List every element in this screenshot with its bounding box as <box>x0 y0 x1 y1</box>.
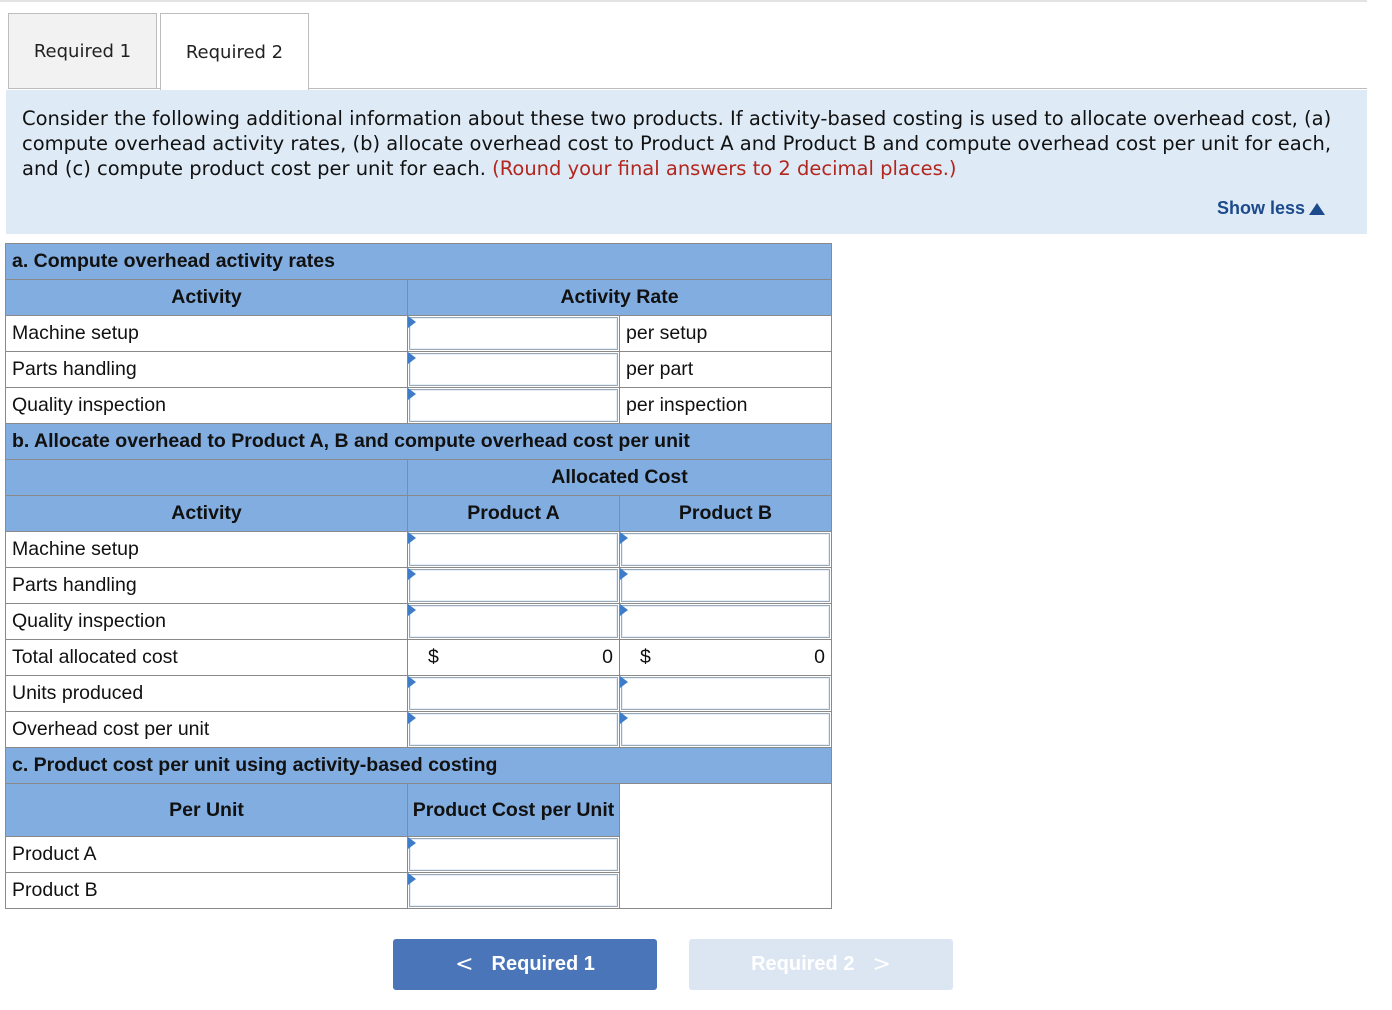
product-cost-input-a[interactable] <box>408 837 620 873</box>
alloc-label-machine-setup: Machine setup <box>6 532 408 568</box>
chevron-right-icon: > <box>872 952 891 977</box>
units-produced-label: Units produced <box>6 676 408 712</box>
input-flag-icon <box>408 568 416 580</box>
total-allocated-a <box>408 640 620 676</box>
input-flag-icon <box>620 532 628 544</box>
input-flag-icon <box>408 837 416 849</box>
alloc-input-b-machine-setup[interactable] <box>620 532 832 568</box>
overhead-per-unit-label: Overhead cost per unit <box>6 712 408 748</box>
input-box[interactable] <box>409 353 618 386</box>
units-input-a[interactable] <box>408 676 620 712</box>
rate-input-quality-inspection[interactable] <box>408 388 620 424</box>
section-a-col-rate: Activity Rate <box>408 280 832 316</box>
alloc-label-parts-handling: Parts handling <box>6 568 408 604</box>
input-box[interactable] <box>409 389 618 422</box>
input-box[interactable] <box>621 569 830 602</box>
triangle-up-icon <box>1309 203 1325 215</box>
input-box[interactable] <box>621 677 830 710</box>
section-b-col-product-a: Product A <box>408 496 620 532</box>
input-flag-icon <box>408 388 416 400</box>
rate-label-parts-handling: Parts handling <box>6 352 408 388</box>
prev-required-1-button[interactable] <box>393 939 657 990</box>
table-row <box>6 676 832 712</box>
product-a-label: Product A <box>6 837 408 873</box>
chevron-left-icon: < <box>455 952 474 977</box>
total-allocated-a-value <box>408 641 619 675</box>
input-box[interactable] <box>409 317 618 350</box>
table-row <box>6 352 832 388</box>
tab-required-1[interactable]: Required 1 <box>8 13 157 88</box>
input-flag-icon <box>620 712 628 724</box>
alloc-input-b-parts-handling[interactable] <box>620 568 832 604</box>
input-flag-icon <box>620 676 628 688</box>
input-flag-icon <box>408 316 416 328</box>
input-flag-icon <box>408 352 416 364</box>
section-c-col-per-unit: Per Unit <box>6 784 408 837</box>
section-c-title: c. Product cost per unit using activity-based costing <box>6 748 832 784</box>
input-box[interactable] <box>409 605 618 638</box>
next-required-2-button[interactable] <box>689 939 953 990</box>
units-input-b[interactable] <box>620 676 832 712</box>
table-row <box>6 388 832 424</box>
alloc-input-a-machine-setup[interactable] <box>408 532 620 568</box>
total-b-amount: 0 <box>814 646 825 668</box>
section-b-col-product-b: Product B <box>620 496 832 532</box>
input-box[interactable] <box>409 533 618 566</box>
input-flag-icon <box>408 604 416 616</box>
input-box[interactable] <box>621 533 830 566</box>
input-box[interactable] <box>621 713 830 746</box>
rate-unit-quality-inspection: per inspection <box>620 388 832 424</box>
input-box[interactable] <box>621 605 830 638</box>
input-box[interactable] <box>409 569 618 602</box>
instructions-paragraph <box>22 106 1352 181</box>
input-box[interactable] <box>409 713 618 746</box>
section-c-col-product-cost: Product Cost per Unit <box>408 784 620 837</box>
input-box[interactable] <box>409 677 618 710</box>
section-a-title: a. Compute overhead activity rates <box>6 244 832 280</box>
overhead-per-unit-input-b[interactable] <box>620 712 832 748</box>
worksheet-table <box>5 243 832 909</box>
input-flag-icon <box>620 568 628 580</box>
input-box[interactable] <box>409 874 618 907</box>
table-row <box>6 568 832 604</box>
alloc-input-b-quality-inspection[interactable] <box>620 604 832 640</box>
currency-symbol: $ <box>428 646 439 668</box>
show-less-label: Show less <box>1216 198 1305 218</box>
instructions-panel <box>6 90 1367 234</box>
input-flag-icon <box>408 676 416 688</box>
total-allocated-label: Total allocated cost <box>6 640 408 676</box>
top-divider <box>0 0 1367 2</box>
table-row <box>6 604 832 640</box>
section-b-header-blank <box>6 460 408 496</box>
rate-label-quality-inspection: Quality inspection <box>6 388 408 424</box>
rounding-note: (Round your final answers to 2 decimal places.) <box>492 157 957 180</box>
rate-unit-machine-setup: per setup <box>620 316 832 352</box>
table-row <box>6 640 832 676</box>
alloc-input-a-quality-inspection[interactable] <box>408 604 620 640</box>
section-a-col-activity: Activity <box>6 280 408 316</box>
next-button-label: Required 2 <box>751 953 855 975</box>
total-allocated-b-value <box>620 641 831 675</box>
table-row <box>6 712 832 748</box>
currency-symbol: $ <box>640 646 651 668</box>
section-b-title: b. Allocate overhead to Product A, B and compute overhead cost per unit <box>6 424 832 460</box>
show-less-link[interactable] <box>1217 198 1325 219</box>
rate-input-machine-setup[interactable] <box>408 316 620 352</box>
input-flag-icon <box>620 604 628 616</box>
allocated-cost-header: Allocated Cost <box>408 460 832 496</box>
input-flag-icon <box>408 532 416 544</box>
total-allocated-b <box>620 640 832 676</box>
product-cost-input-b[interactable] <box>408 873 620 909</box>
worksheet <box>5 243 831 909</box>
tab-bar <box>8 13 1367 89</box>
section-c-blank <box>620 784 832 909</box>
prev-button-label: Required 1 <box>491 953 595 975</box>
rate-input-parts-handling[interactable] <box>408 352 620 388</box>
tab-required-2[interactable]: Required 2 <box>160 13 309 90</box>
rate-label-machine-setup: Machine setup <box>6 316 408 352</box>
table-row <box>6 316 832 352</box>
table-row <box>6 532 832 568</box>
input-box[interactable] <box>409 838 618 871</box>
alloc-label-quality-inspection: Quality inspection <box>6 604 408 640</box>
total-a-amount: 0 <box>602 646 613 668</box>
instructions-text: Consider the following additional information about these two products. If activity-based costing is used to allocate overhead cost, (a) compute overhead activity rates, (b) allocate overhead cost to Product A and Product B and compute overhead cost per unit for each, and (c) compute product cost per unit for each. <box>22 107 1332 180</box>
alloc-input-a-parts-handling[interactable] <box>408 568 620 604</box>
product-b-label: Product B <box>6 873 408 909</box>
input-flag-icon <box>408 712 416 724</box>
overhead-per-unit-input-a[interactable] <box>408 712 620 748</box>
section-b-col-activity: Activity <box>6 496 408 532</box>
input-flag-icon <box>408 873 416 885</box>
rate-unit-parts-handling: per part <box>620 352 832 388</box>
